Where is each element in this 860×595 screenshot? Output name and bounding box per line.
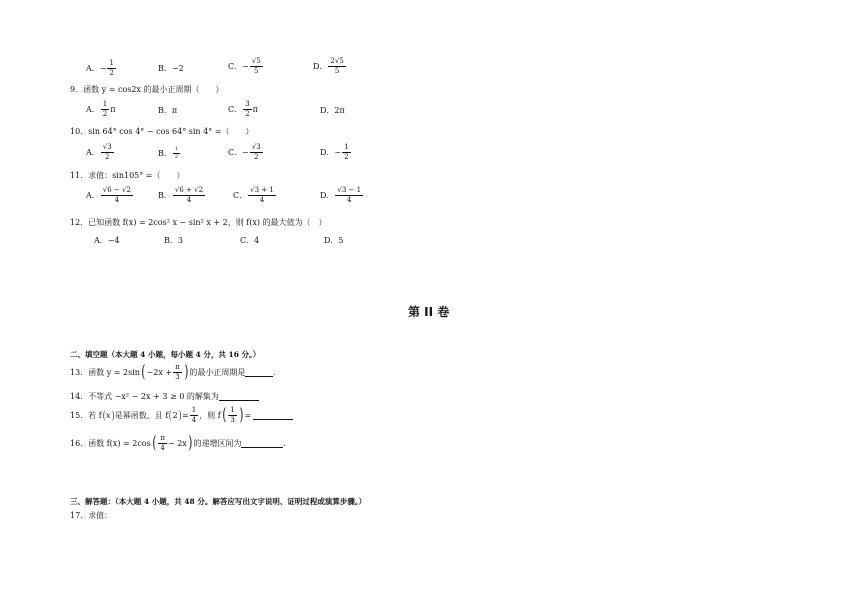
q14-text: 14．不等式 −x² − 2x + 3 ≥ 0 的解集为 [70, 391, 219, 401]
option-label: D． [313, 61, 328, 71]
fraction [190, 407, 198, 424]
q13-post: 的最小正周期是 [189, 367, 246, 377]
option-label: A． [86, 63, 100, 73]
numerator: √6 + √2 [174, 186, 204, 194]
option-label: D． [320, 147, 335, 157]
q11-option-c [233, 187, 277, 204]
q14 [70, 392, 259, 401]
equals: = [244, 410, 252, 420]
right-paren: ) [178, 409, 182, 422]
denominator: 5 [334, 67, 340, 75]
numerator: π [160, 434, 165, 442]
fraction [173, 364, 182, 381]
option-label: C． [233, 190, 248, 200]
q12-option-a: A．−4 [94, 236, 120, 245]
denominator: 4 [259, 196, 265, 204]
q16-inner: − 2x [167, 438, 187, 448]
q15 [70, 407, 293, 424]
q15-arg2: 2 [172, 410, 178, 420]
option-text: −2 [171, 64, 184, 73]
denominator: 4 [347, 196, 352, 204]
denominator: 4 [114, 196, 120, 204]
q11-option-d [320, 187, 364, 204]
fraction [101, 101, 109, 118]
right-paren: ) [184, 362, 189, 382]
option-label: C． [228, 147, 243, 157]
option-label: D． [320, 190, 335, 200]
numerator: √3 − 1 [337, 186, 362, 194]
fraction [243, 101, 251, 118]
q16: 16．函数 f(x) = 2cos ( $\frac{\pi}{4}$ − 2x ) 的递增区间为 . [70, 433, 287, 453]
fraction [101, 187, 133, 204]
q10-option-b [158, 147, 181, 160]
numerator: 1 [344, 143, 349, 151]
numerator: 1 [174, 146, 179, 152]
q9-stem: 9．函数 y = cos2x 的最小正周期（ ） [70, 85, 224, 94]
denominator: 5 [254, 67, 259, 75]
fraction [173, 147, 180, 160]
section-heading-solutions: 三、解答题：（本大题 4 小题，共 48 分。解答应写出文字说明、证明过程或演算步骤。） [70, 497, 367, 506]
q11-option-a [86, 187, 134, 204]
q12-option-b: B．3 [164, 236, 183, 245]
denominator: 2 [344, 153, 349, 161]
q10-option-a [86, 144, 115, 161]
suffix: π [252, 104, 258, 114]
denominator: 3 [230, 416, 235, 424]
q8-option-a [86, 60, 117, 77]
right-paren: ) [188, 433, 193, 453]
left-paren: ( [102, 409, 106, 422]
fraction [250, 144, 263, 161]
option-label: A． [86, 190, 100, 200]
option-label: D． [320, 106, 335, 115]
fraction [158, 435, 167, 452]
q10-option-d [320, 144, 352, 161]
option-label: B． [158, 148, 172, 158]
sign: − [99, 63, 107, 73]
fraction [335, 187, 363, 204]
option-label: B． [158, 64, 172, 73]
left-paren: ( [222, 405, 226, 425]
numerator: 1 [230, 406, 235, 414]
numerator: 1 [109, 59, 114, 67]
numerator: √3 [251, 143, 261, 151]
denominator: 2 [254, 153, 259, 161]
q12-stem: 12．已知函数 f(x) = 2cos² x − sin² x + 2，则 f(x) 的最大值为（ ） [70, 218, 327, 227]
numerator: 2√5 [330, 57, 344, 65]
denominator: 2 [174, 154, 179, 160]
left-paren: ( [152, 433, 157, 453]
numerator: √6 − √2 [102, 186, 131, 194]
option-label: C． [228, 61, 243, 71]
fraction [328, 58, 345, 75]
denominator: 2 [102, 110, 108, 118]
answer-blank[interactable] [253, 411, 293, 420]
q15-text: 15．若 f [70, 410, 102, 420]
denominator: 2 [105, 153, 110, 161]
part-title: 第 II 卷 [408, 305, 450, 319]
fraction [228, 407, 236, 424]
q13: 13．函数 y = 2sin ( −2x + $\frac{\pi}{3}$ ) 的最小正周期是 . [70, 362, 276, 382]
q13-text: 13．函数 y = 2sin [70, 367, 140, 377]
q15-arg: x [105, 410, 111, 420]
numerator: 1 [191, 406, 197, 414]
q11-option-b [158, 187, 206, 204]
fraction [248, 187, 276, 204]
q8-option-b [158, 65, 184, 73]
numerator: 1 [102, 100, 108, 108]
sign: − [242, 147, 249, 157]
numerator: √3 [102, 143, 112, 151]
option-label: B． [158, 106, 172, 115]
q12-option-c: C．4 [240, 236, 260, 245]
denominator: 4 [160, 444, 165, 452]
option-text: π [171, 106, 178, 115]
left-paren: ( [141, 362, 146, 382]
option-text: 2π [334, 106, 345, 115]
section-heading-fill-in: 二、填空题（本大题 4 小题，每小题 4 分，共 16 分。） [70, 350, 261, 359]
sign: − [242, 61, 249, 71]
denominator: 2 [245, 110, 250, 118]
q12-option-d: D．5 [324, 236, 344, 245]
q16-post: 的递增区间为 [193, 438, 242, 448]
right-paren: ) [239, 405, 244, 425]
denominator: 4 [191, 416, 197, 424]
numerator: π [175, 363, 180, 371]
answer-blank[interactable] [245, 368, 273, 377]
q15-mid: 是幂函数，且 f [114, 410, 169, 420]
denominator: 2 [109, 69, 114, 77]
q9-option-c [228, 101, 258, 118]
option-label: A． [86, 147, 100, 157]
right-paren: ) [111, 409, 114, 422]
q16-text: 16．函数 f(x) = 2cos [70, 438, 151, 448]
q10-stem: 10．sin 64° cos 4° − cos 64° sin 4° =（ ） [70, 127, 254, 136]
option-label: B． [158, 190, 172, 200]
fraction [173, 187, 205, 204]
q11-stem: 11．求值：sin105° =（ ） [70, 171, 185, 180]
q10-option-c [228, 144, 264, 161]
suffix: π [110, 104, 116, 114]
equals: = [182, 410, 189, 420]
q15-mid2: ，则 f [199, 410, 221, 420]
numerator: √3 + 1 [250, 186, 274, 194]
q8-option-d [313, 58, 347, 75]
answer-blank[interactable] [241, 439, 283, 448]
option-label: C． [228, 104, 243, 114]
q13-inner: −2x + [146, 367, 173, 377]
q9-option-d [320, 107, 345, 115]
numerator: 3 [245, 100, 250, 108]
fraction [342, 144, 350, 161]
fraction [101, 144, 114, 161]
numerator: √5 [251, 57, 261, 65]
denominator: 3 [175, 373, 180, 381]
answer-blank[interactable] [219, 392, 259, 401]
option-label: A． [86, 104, 100, 114]
fraction [250, 58, 263, 75]
q9-option-b [158, 107, 177, 115]
sign: − [334, 147, 342, 157]
denominator: 4 [186, 196, 192, 204]
q8-option-c [228, 58, 264, 75]
fraction [107, 60, 115, 77]
q17-stem: 17．求值： [70, 511, 113, 520]
q9-option-a [86, 101, 116, 118]
left-paren: ( [169, 409, 172, 422]
